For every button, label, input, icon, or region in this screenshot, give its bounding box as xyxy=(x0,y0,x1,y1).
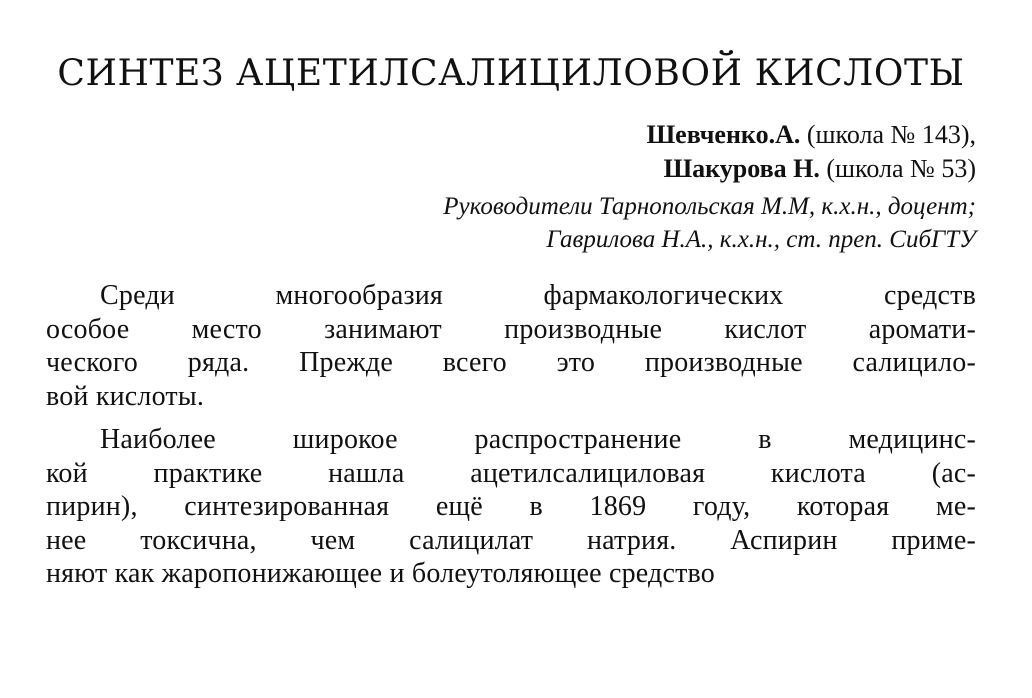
supervisor-line: Гаврилова Н.А., к.х.н., ст. преп. СибГТУ xyxy=(546,226,976,253)
author-line xyxy=(46,118,976,152)
paragraph-line: няют как жаропонижающее и болеутоляющее средство xyxy=(46,558,715,589)
paragraph-line: пирин), синтезированная ещё в 1869 году, которая ме- xyxy=(46,491,976,522)
article-page xyxy=(46,52,976,591)
author-school: (школа № 53) xyxy=(819,154,976,183)
paragraph-line: кой практике нашла ацетилсалициловая кислота (ас- xyxy=(46,457,976,489)
paragraph-line: вой кислоты. xyxy=(46,380,205,412)
supervisor-line: Руководители Тарнопольская М.М, к.х.н., доцент; xyxy=(443,193,976,220)
author-name: Шевченко.А. xyxy=(646,120,801,149)
paragraph-line: Наиболее широкое распространение в медицинс- xyxy=(100,424,976,455)
paragraph-line: ческого ряда. Прежде всего это производные салицило- xyxy=(46,347,976,378)
supervisors-block xyxy=(46,190,976,256)
author-name: Шакурова Н. xyxy=(663,154,820,183)
paragraph-line: Среди многообразия фармакологических средств xyxy=(100,280,976,311)
article-title: СИНТЕЗ АЦЕТИЛСАЛИЦИЛОВОЙ КИСЛОТЫ xyxy=(57,53,965,94)
paragraph-line: нее токсична, чем салицилат натрия. Аспирин приме- xyxy=(46,524,976,556)
author-school: (школа № 143), xyxy=(800,120,976,149)
authors-block xyxy=(46,118,976,186)
body-paragraph xyxy=(46,423,976,591)
author-line xyxy=(46,152,976,186)
body-paragraph xyxy=(46,279,976,413)
paragraph-line: особое место занимают производные кислот аромати- xyxy=(46,313,976,345)
